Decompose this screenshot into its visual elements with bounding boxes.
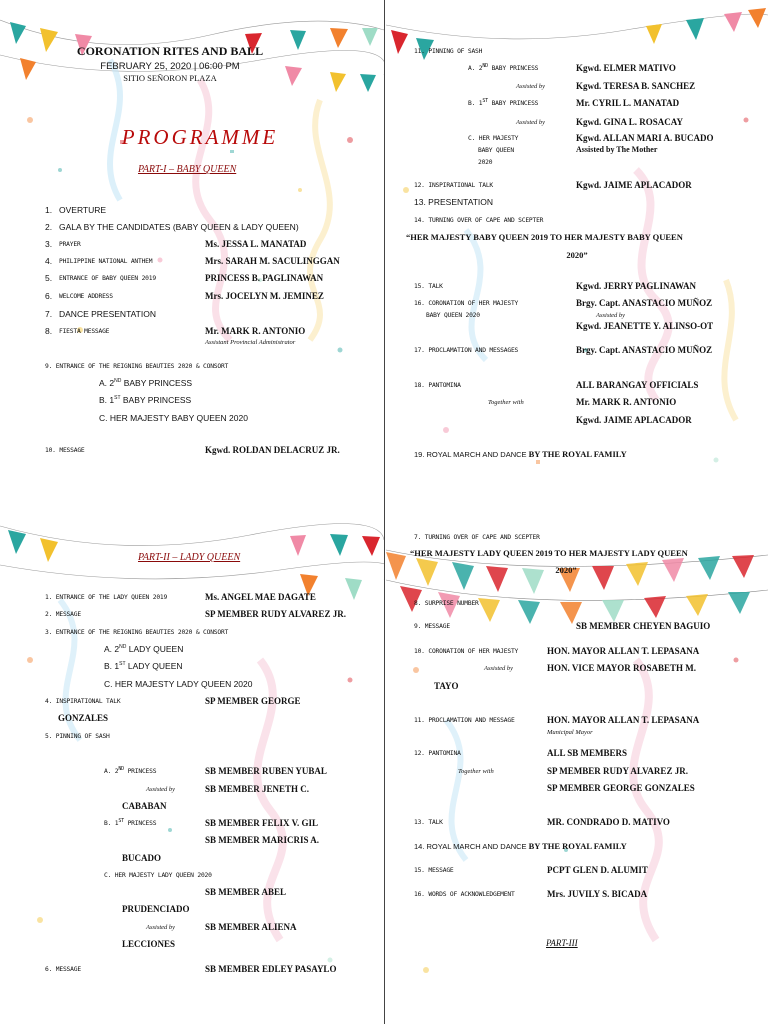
item-18-person: ALL BARANGAY OFFICIALS — [576, 380, 699, 390]
p3-item-13-person: MR. CONDRADO D. MATIVO — [547, 817, 670, 827]
p3-item-9-label: 9. MESSAGE — [414, 623, 450, 630]
p3-item-10-label: 10. CORONATION OF HER MAJESTY — [414, 648, 519, 655]
event-venue: SITIO SEÑORON PLAZA — [123, 73, 217, 83]
item-9-label: 9. ENTRANCE OF THE REIGNING BEAUTIES 2020 & CONSORT — [45, 363, 229, 370]
item-16-label-2: BABY QUEEN 2020 — [426, 312, 480, 319]
item-8-number: 8. — [45, 326, 53, 336]
item-1-number: 1. — [45, 205, 53, 215]
p2-item-5-c-assistant: SB MEMBER ALIENA — [205, 922, 297, 932]
p3-item-12-together-label: Together with — [458, 768, 494, 775]
p3-item-11-role: Municipal Mayor — [547, 729, 593, 736]
p2-item-3-sub-c: C. HER MAJESTY LADY QUEEN 2020 — [104, 679, 253, 689]
p2-item-2-label: 2. MESSAGE — [45, 611, 81, 618]
item-11-b-assistant: Kgwd. GINA L. ROSACAY — [576, 117, 683, 127]
item-9-sub-a: A. 2ND BABY PRINCESS — [99, 378, 193, 388]
programme-page-3 — [0, 520, 384, 1024]
programme-page-4 — [386, 520, 768, 1024]
item-6-person: Mrs. JOCELYN M. JEMINEZ — [205, 291, 324, 301]
p2-item-5-c-assisted-label: Assisted by — [146, 924, 176, 931]
item-18-person-2: Mr. MARK R. ANTONIO — [576, 397, 677, 407]
programme-page-2 — [386, 0, 768, 500]
item-7-number: 7. — [45, 309, 53, 319]
p2-item-5-b-person-2-cont: BUCADO — [122, 853, 162, 863]
item-11-label: 11. PINNING OF SASH — [414, 48, 483, 55]
p2-item-5-label: 5. PINNING OF SASH — [45, 733, 110, 740]
item-9-sub-c: C. HER MAJESTY BABY QUEEN 2020 — [99, 413, 248, 423]
part-1-heading: PART-I – BABY QUEEN — [138, 164, 237, 175]
p3-item-12-person: ALL SB MEMBERS — [547, 748, 628, 758]
p2-item-5-c-assistant-cont: LECCIONES — [122, 939, 176, 949]
item-8-person: Mr. MARK R. ANTONIO — [205, 326, 306, 336]
item-11-b-person: Mr. CYRIL L. MANATAD — [576, 98, 680, 108]
p3-item-7-label: 7. TURNING OVER OF CAPE AND SCEPTER — [414, 534, 540, 541]
item-12-label: 12. INSPIRATIONAL TALK — [414, 182, 494, 189]
item-16-assisted-label: Assisted by — [596, 312, 626, 319]
item-11-c-person: Kgwd. ALLAN MARI A. BUCADO — [576, 133, 714, 143]
item-3-number: 3. — [45, 239, 53, 249]
item-11-c-assistant: Assisted by The Mother — [576, 145, 658, 154]
part-2-heading: PART-II – LADY QUEEN — [138, 552, 241, 563]
item-2-number: 2. — [45, 222, 53, 232]
item-14-quote-line-1: “HER MAJESTY BABY QUEEN 2019 TO HER MAJESTY BABY QUEEN — [406, 232, 683, 242]
p3-item-10-person: HON. MAYOR ALLAN T. LEPASANA — [547, 646, 700, 656]
item-10-person: Kgwd. ROLDAN DELACRUZ JR. — [205, 445, 340, 455]
item-12-person: Kgwd. JAIME APLACADOR — [576, 180, 692, 190]
item-3-person: Ms. JESSA L. MANATAD — [205, 239, 307, 249]
item-11-a-assisted-label: Assisted by — [516, 83, 546, 90]
item-4-person: Mrs. SARAH M. SACULINGGAN — [205, 256, 340, 266]
item-14-quote-line-2: 2020” — [566, 250, 588, 260]
item-17-person: Brgy. Capt. ANASTACIO MUÑOZ — [576, 345, 713, 355]
p2-item-5-b-label: B. 1ST PRINCESS — [104, 817, 157, 827]
programme-page-1 — [0, 0, 384, 500]
p3-item-9-person: SB MEMBER CHEYEN BAGUIO — [576, 621, 711, 631]
p3-item-7-quote-line-2: 2020” — [555, 565, 577, 575]
p3-item-15-label: 15. MESSAGE — [414, 867, 454, 874]
item-11-a-person: Kgwd. ELMER MATIVO — [576, 63, 676, 73]
p3-item-10-assistant: HON. VICE MAYOR ROSABETH M. — [547, 663, 697, 673]
p2-item-5-b-person-2: SB MEMBER MARICRIS A. — [205, 835, 320, 845]
p2-item-4-person: SP MEMBER GEORGE — [205, 696, 301, 706]
programme-heading: PROGRAMME — [121, 125, 279, 149]
p3-item-14-label: 14. ROYAL MARCH AND DANCE BY THE ROYAL FAMILY — [414, 841, 627, 851]
p3-item-12-label: 12. PANTOMINA — [414, 750, 461, 757]
p2-item-5-a-assistant-cont: CABABAN — [122, 801, 167, 811]
p2-item-5-a-assistant: SB MEMBER JENETH C. — [205, 784, 310, 794]
p2-item-3-sub-b: B. 1ST LADY QUEEN — [104, 661, 183, 671]
p3-item-12-person-2: SP MEMBER RUDY ALVAREZ JR. — [547, 766, 688, 776]
p3-item-16-person: Mrs. JUVILY S. BICADA — [547, 889, 648, 899]
item-4-number: 4. — [45, 256, 53, 266]
p2-item-5-c-label: C. HER MAJESTY LADY QUEEN 2020 — [104, 872, 212, 879]
item-11-b-label: B. 1ST BABY PRINCESS — [468, 97, 539, 107]
item-18-together-label: Together with — [488, 399, 524, 406]
item-14-label: 14. TURNING OVER OF CAPE AND SCEPTER — [414, 217, 544, 224]
item-13-label: 13. PRESENTATION — [414, 197, 494, 207]
p3-item-10-assistant-cont: TAYO — [434, 681, 459, 691]
item-19-label: 19. ROYAL MARCH AND DANCE BY THE ROYAL FAMILY — [414, 449, 627, 459]
p2-item-3-sub-a: A. 2ND LADY QUEEN — [104, 644, 184, 654]
p3-item-15-person: PCPT GLEN D. ALUMIT — [547, 865, 648, 875]
item-4-label: PHILIPPINE NATIONAL ANTHEM — [59, 258, 153, 265]
p2-item-5-c-person-cont: PRUDENCIADO — [122, 904, 190, 914]
item-8-role: Assistant Provincial Administrator — [205, 339, 296, 346]
item-11-c-label-1: C. HER MAJESTY — [468, 135, 519, 142]
p2-item-5-a-assisted-label: Assisted by — [146, 786, 176, 793]
p2-item-4-person-cont: GONZALES — [58, 713, 109, 723]
p2-item-2-person: SP MEMBER RUDY ALVAREZ JR. — [205, 609, 346, 619]
item-17-label: 17. PROCLAMATION AND MESSAGES — [414, 347, 519, 354]
item-15-person: Kgwd. JERRY PAGLINAWAN — [576, 281, 696, 291]
p3-item-16-label: 16. WORDS OF ACKNOWLEDGEMENT — [414, 891, 515, 898]
item-16-label-1: 16. CORONATION OF HER MAJESTY — [414, 300, 519, 307]
p2-item-6-person: SB MEMBER EDLEY PASAYLO — [205, 964, 337, 974]
p3-item-11-label: 11. PROCLAMATION AND MESSAGE — [414, 717, 515, 724]
p3-item-11-person: HON. MAYOR ALLAN T. LEPASANA — [547, 715, 700, 725]
item-18-person-3: Kgwd. JAIME APLACADOR — [576, 415, 692, 425]
p2-item-3-label: 3. ENTRANCE OF THE REIGNING BEAUTIES 2020 & CONSORT — [45, 629, 229, 636]
event-title: CORONATION RITES AND BALL — [76, 44, 264, 58]
item-5-person: PRINCESS B. PAGLINAWAN — [205, 273, 324, 283]
item-6-label: WELCOME ADDRESS — [59, 293, 113, 300]
part-3-heading: PART-III — [546, 938, 578, 948]
item-15-label: 15. TALK — [414, 283, 443, 290]
item-11-c-label-3: 2020 — [478, 159, 493, 166]
item-11-c-label-2: BABY QUEEN — [478, 147, 514, 154]
item-11-a-assistant: Kgwd. TERESA B. SANCHEZ — [576, 81, 696, 91]
p3-item-12-person-3: SP MEMBER GEORGE GONZALES — [547, 783, 695, 793]
item-11-b-assisted-label: Assisted by — [516, 119, 546, 126]
item-7-label: DANCE PRESENTATION — [59, 309, 156, 319]
item-18-label: 18. PANTOMINA — [414, 382, 461, 389]
p2-item-6-label: 6. MESSAGE — [45, 966, 81, 973]
p2-item-5-a-label: A. 2ND PRINCESS — [104, 765, 157, 775]
item-11-a-label: A. 2ND BABY PRINCESS — [468, 62, 539, 72]
item-10-label: 10. MESSAGE — [45, 447, 85, 454]
p2-item-5-a-person: SB MEMBER RUBEN YUBAL — [205, 766, 327, 776]
item-16-assistant: Kgwd. JEANETTE Y. ALINSO-OT — [576, 321, 714, 331]
p2-item-4-label: 4. INSPIRATIONAL TALK — [45, 698, 121, 705]
item-3-label: PRAYER — [59, 241, 81, 248]
p3-item-10-assisted-label: Assisted by — [484, 665, 514, 672]
item-1-label: OVERTURE — [59, 205, 107, 215]
item-9-sub-b: B. 1ST BABY PRINCESS — [99, 395, 192, 405]
p2-item-5-b-person: SB MEMBER FELIX V. GIL — [205, 818, 318, 828]
p3-item-7-quote-line-1: “HER MAJESTY LADY QUEEN 2019 TO HER MAJESTY LADY QUEEN — [410, 548, 688, 558]
item-8-label: FIESTA MESSAGE — [59, 328, 110, 335]
item-16-person: Brgy. Capt. ANASTACIO MUÑOZ — [576, 298, 713, 308]
p2-item-1-label: 1. ENTRANCE OF THE LADY QUEEN 2019 — [45, 594, 168, 601]
item-5-label: ENTRANCE OF BABY QUEEN 2019 — [59, 275, 156, 282]
event-date: FEBRUARY 25, 2020 | 06:00 PM — [100, 61, 240, 72]
p3-item-13-label: 13. TALK — [414, 819, 443, 826]
p3-item-8-label: 8. SURPRISE NUMBER — [414, 600, 479, 607]
item-6-number: 6. — [45, 291, 53, 301]
p2-item-1-person: Ms. ANGEL MAE DAGATE — [205, 592, 316, 602]
page-divider-vertical — [384, 0, 385, 1024]
item-5-number: 5. — [45, 273, 53, 283]
item-2-label: GALA BY THE CANDIDATES (BABY QUEEN & LADY QUEEN) — [59, 222, 299, 232]
p2-item-5-c-person: SB MEMBER ABEL — [205, 887, 287, 897]
